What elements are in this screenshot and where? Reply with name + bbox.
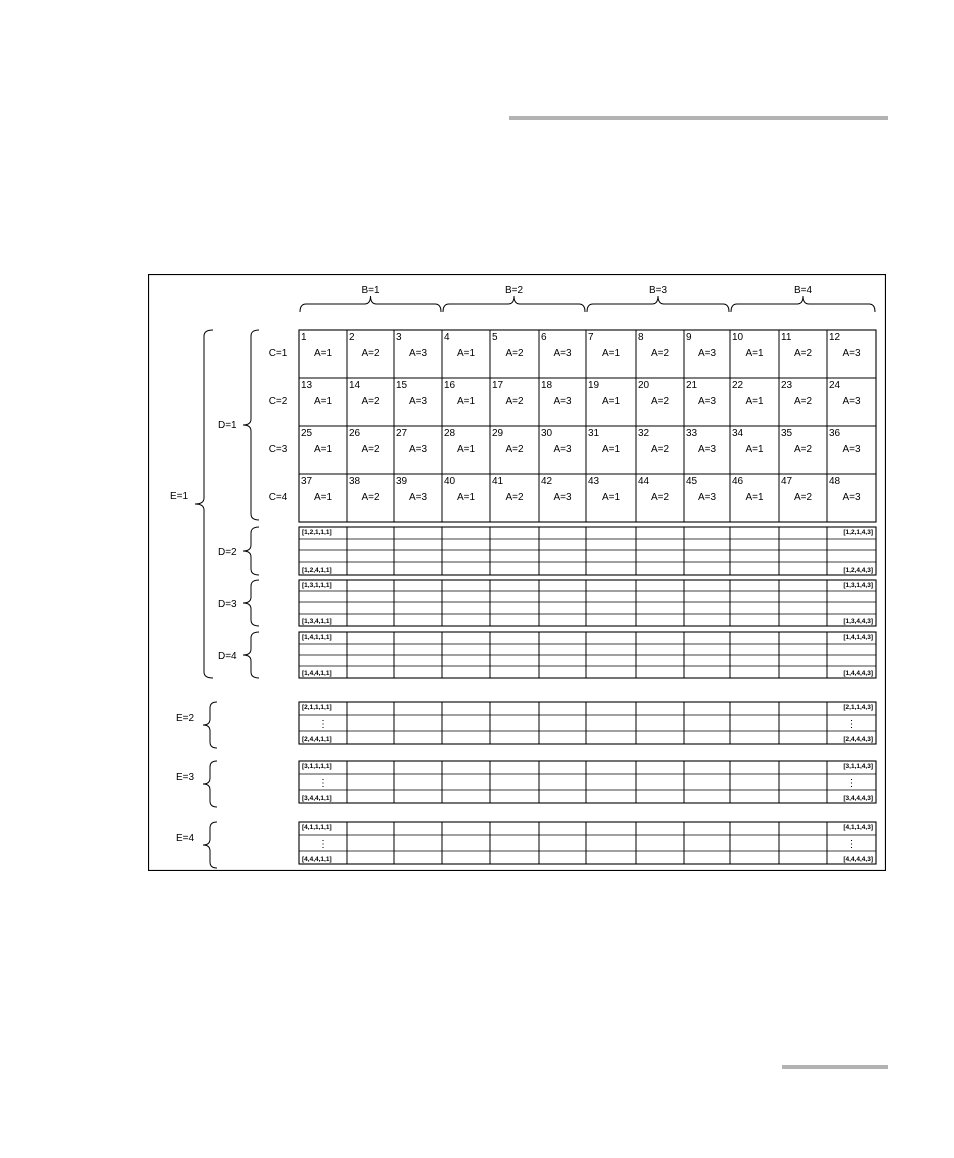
cell-a-value: A=3 <box>842 492 861 503</box>
ellipsis-right: ⋮ <box>846 719 857 730</box>
cell-a-value: A=3 <box>842 444 861 455</box>
cell-number: 6 <box>541 332 547 343</box>
block-label-top-left: [3,1,1,1,1] <box>302 763 332 770</box>
block-label-top-right: [3,1,1,4,3] <box>843 763 873 770</box>
cell-a-value: A=2 <box>793 444 813 455</box>
block-label-top-left: [1,3,1,1,1] <box>302 582 332 589</box>
ellipsis-right: ⋮ <box>846 778 857 789</box>
b-brace-1 <box>300 296 441 312</box>
cell-a-value: A=3 <box>697 348 717 359</box>
braces-layer <box>195 296 875 868</box>
cell-a-value: A=2 <box>650 396 670 407</box>
cell-number: 42 <box>541 476 553 487</box>
cell-a-value: A=1 <box>601 492 621 503</box>
c-label-4: C=4 <box>268 492 288 503</box>
b-brace-3 <box>587 296 729 312</box>
cell-a-value: A=3 <box>697 492 717 503</box>
cell-a-value: A=1 <box>313 492 333 503</box>
block-border <box>299 580 876 626</box>
e2-brace <box>203 702 217 748</box>
cell-number: 45 <box>686 476 698 487</box>
cell-a-value: A=2 <box>650 348 670 359</box>
cell-a-value: A=2 <box>505 492 524 503</box>
footer-rule <box>782 1065 888 1069</box>
e-block-3 <box>299 822 876 864</box>
cell-a-value: A=1 <box>601 444 621 455</box>
block-label-bottom-right: [3,4,4,4,3] <box>843 795 873 802</box>
cell-number: 26 <box>349 428 361 439</box>
cell-number: 40 <box>444 476 456 487</box>
ellipsis-left: ⋮ <box>318 839 328 850</box>
cell-number: 31 <box>588 428 600 439</box>
cell-a-value: A=2 <box>505 396 524 407</box>
d4-brace <box>243 632 259 678</box>
cell-a-value: A=3 <box>842 396 861 407</box>
cell-number: 18 <box>541 380 553 391</box>
d-block-3 <box>299 632 876 678</box>
block-label-bottom-right: [2,4,4,4,3] <box>843 736 873 743</box>
cell-number: 20 <box>638 380 650 391</box>
cell-a-value: A=1 <box>745 396 764 407</box>
block-label-bottom-left: [1,2,4,1,1] <box>302 567 332 574</box>
cell-number: 30 <box>541 428 553 439</box>
cell-number: 29 <box>492 428 504 439</box>
block-label-top-left: [4,1,1,1,1] <box>302 824 332 831</box>
block-label-top-right: [1,2,1,4,3] <box>843 529 873 536</box>
d3-brace <box>243 580 259 626</box>
cell-a-value: A=1 <box>601 396 621 407</box>
cell-a-value: A=1 <box>456 492 476 503</box>
ellipsis-right: ⋮ <box>846 839 857 850</box>
cell-number: 4 <box>444 332 450 343</box>
cell-a-value: A=3 <box>842 348 861 359</box>
cell-number: 3 <box>396 332 402 343</box>
block-border <box>299 527 876 575</box>
cell-number: 48 <box>829 476 841 487</box>
cell-number: 21 <box>686 380 698 391</box>
cell-a-value: A=2 <box>361 348 380 359</box>
e-label-3: E=3 <box>176 772 195 783</box>
cell-number: 35 <box>781 428 793 439</box>
e-label-1: E=1 <box>170 491 189 502</box>
e-block-1 <box>299 702 876 744</box>
cell-number: 36 <box>829 428 841 439</box>
block-label-bottom-left: [2,4,4,1,1] <box>302 736 332 743</box>
cell-a-value: A=2 <box>505 444 524 455</box>
d-block-2 <box>299 580 876 626</box>
cell-a-value: A=3 <box>697 444 717 455</box>
cell-number: 37 <box>301 476 313 487</box>
cell-a-value: A=2 <box>361 492 380 503</box>
summary-blocks <box>299 527 876 864</box>
cell-number: 32 <box>638 428 650 439</box>
d2-brace <box>243 527 259 575</box>
cell-a-value: A=3 <box>408 396 428 407</box>
d-label-1: D=1 <box>218 420 237 431</box>
block-label-top-right: [2,1,1,4,3] <box>843 704 873 711</box>
cell-number: 17 <box>492 380 504 391</box>
block-label-bottom-right: [4,4,4,4,3] <box>843 856 873 863</box>
cell-a-value: A=2 <box>793 396 813 407</box>
block-label-bottom-left: [3,4,4,1,1] <box>302 795 332 802</box>
e-label-2: E=2 <box>176 713 195 724</box>
block-label-bottom-right: [1,3,4,4,3] <box>843 618 873 625</box>
c-label-2: C=2 <box>268 396 288 407</box>
b-label-4: B=4 <box>793 285 813 296</box>
e-block-2 <box>299 761 876 803</box>
cell-a-value: A=2 <box>793 348 813 359</box>
cell-a-value: A=3 <box>408 348 428 359</box>
block-border <box>299 761 876 803</box>
block-label-bottom-left: [4,4,4,1,1] <box>302 856 332 863</box>
cell-number: 46 <box>732 476 744 487</box>
cell-number: 2 <box>349 332 355 343</box>
labels-layer <box>170 285 812 844</box>
cell-number: 23 <box>781 380 793 391</box>
cell-number: 15 <box>396 380 408 391</box>
block-label-bottom-left: [1,4,4,1,1] <box>302 670 332 677</box>
block-label-top-right: [1,3,1,4,3] <box>843 582 873 589</box>
block-label-top-left: [1,4,1,1,1] <box>302 634 332 641</box>
cell-a-value: A=1 <box>456 444 476 455</box>
b-brace-2 <box>443 296 585 312</box>
cell-number: 34 <box>732 428 744 439</box>
cell-number: 27 <box>396 428 408 439</box>
cell-a-value: A=1 <box>456 348 476 359</box>
cell-number: 10 <box>732 332 744 343</box>
block-border <box>299 822 876 864</box>
c-label-3: C=3 <box>268 444 288 455</box>
ellipsis-left: ⋮ <box>318 778 328 789</box>
cell-a-value: A=1 <box>456 396 476 407</box>
cell-a-value: A=2 <box>650 444 670 455</box>
e-label-4: E=4 <box>176 833 195 844</box>
header-rule <box>509 116 888 120</box>
e4-brace <box>203 822 217 868</box>
cell-a-value: A=1 <box>745 348 764 359</box>
cell-number: 19 <box>588 380 600 391</box>
block-label-top-left: [2,1,1,1,1] <box>302 704 332 711</box>
cell-a-value: A=2 <box>793 492 813 503</box>
cell-a-value: A=1 <box>313 444 333 455</box>
cell-number: 5 <box>492 332 498 343</box>
cell-number: 16 <box>444 380 456 391</box>
cell-number: 39 <box>396 476 408 487</box>
cell-number: 1 <box>301 332 307 343</box>
c-label-1: C=1 <box>268 348 288 359</box>
cell-number: 25 <box>301 428 313 439</box>
cell-a-value: A=1 <box>313 396 333 407</box>
cell-number: 12 <box>829 332 841 343</box>
cell-a-value: A=2 <box>361 396 380 407</box>
cell-a-value: A=3 <box>553 492 572 503</box>
cell-number: 9 <box>686 332 692 343</box>
ellipsis-left: ⋮ <box>318 719 328 730</box>
e1-brace <box>195 330 213 678</box>
cell-number: 24 <box>829 380 841 391</box>
cell-a-value: A=3 <box>408 444 428 455</box>
d1-brace <box>243 330 259 520</box>
b-brace-4 <box>731 296 875 312</box>
d-label-3: D=3 <box>218 599 237 610</box>
cell-number: 44 <box>638 476 650 487</box>
d-label-4: D=4 <box>218 651 237 662</box>
cell-number: 28 <box>444 428 456 439</box>
b-label-1: B=1 <box>361 285 380 296</box>
cell-a-value: A=1 <box>745 492 764 503</box>
block-label-bottom-left: [1,3,4,1,1] <box>302 618 332 625</box>
b-label-2: B=2 <box>504 285 524 296</box>
cell-number: 11 <box>781 332 792 343</box>
cell-a-value: A=2 <box>650 492 670 503</box>
cell-number: 43 <box>588 476 600 487</box>
d-label-2: D=2 <box>218 547 237 558</box>
cell-a-value: A=3 <box>553 444 572 455</box>
block-label-top-right: [1,4,1,4,3] <box>843 634 873 641</box>
figure-border <box>149 275 886 871</box>
cell-number: 8 <box>638 332 644 343</box>
main-grid <box>299 330 876 522</box>
indexing-diagram <box>148 274 886 871</box>
cell-a-value: A=3 <box>408 492 428 503</box>
block-label-top-left: [1,2,1,1,1] <box>302 529 332 536</box>
e3-brace <box>203 761 217 807</box>
block-label-bottom-right: [1,2,4,4,3] <box>843 567 873 574</box>
cell-number: 14 <box>349 380 361 391</box>
block-label-bottom-right: [1,4,4,4,3] <box>843 670 873 677</box>
b-label-3: B=3 <box>648 285 668 296</box>
cell-number: 41 <box>492 476 504 487</box>
d-block-1 <box>299 527 876 575</box>
cell-a-value: A=2 <box>505 348 524 359</box>
cell-number: 33 <box>686 428 698 439</box>
block-border <box>299 702 876 744</box>
block-label-top-right: [4,1,1,4,3] <box>843 824 873 831</box>
cell-number: 22 <box>732 380 744 391</box>
cell-a-value: A=3 <box>553 396 572 407</box>
cell-a-value: A=1 <box>601 348 621 359</box>
cell-number: 47 <box>781 476 793 487</box>
diagram-canvas <box>148 274 886 871</box>
cell-number: 7 <box>588 332 594 343</box>
cell-a-value: A=1 <box>745 444 764 455</box>
cell-a-value: A=1 <box>313 348 333 359</box>
cell-a-value: A=2 <box>361 444 380 455</box>
cell-a-value: A=3 <box>553 348 572 359</box>
cell-number: 13 <box>301 380 313 391</box>
cell-number: 38 <box>349 476 361 487</box>
cell-a-value: A=3 <box>697 396 717 407</box>
